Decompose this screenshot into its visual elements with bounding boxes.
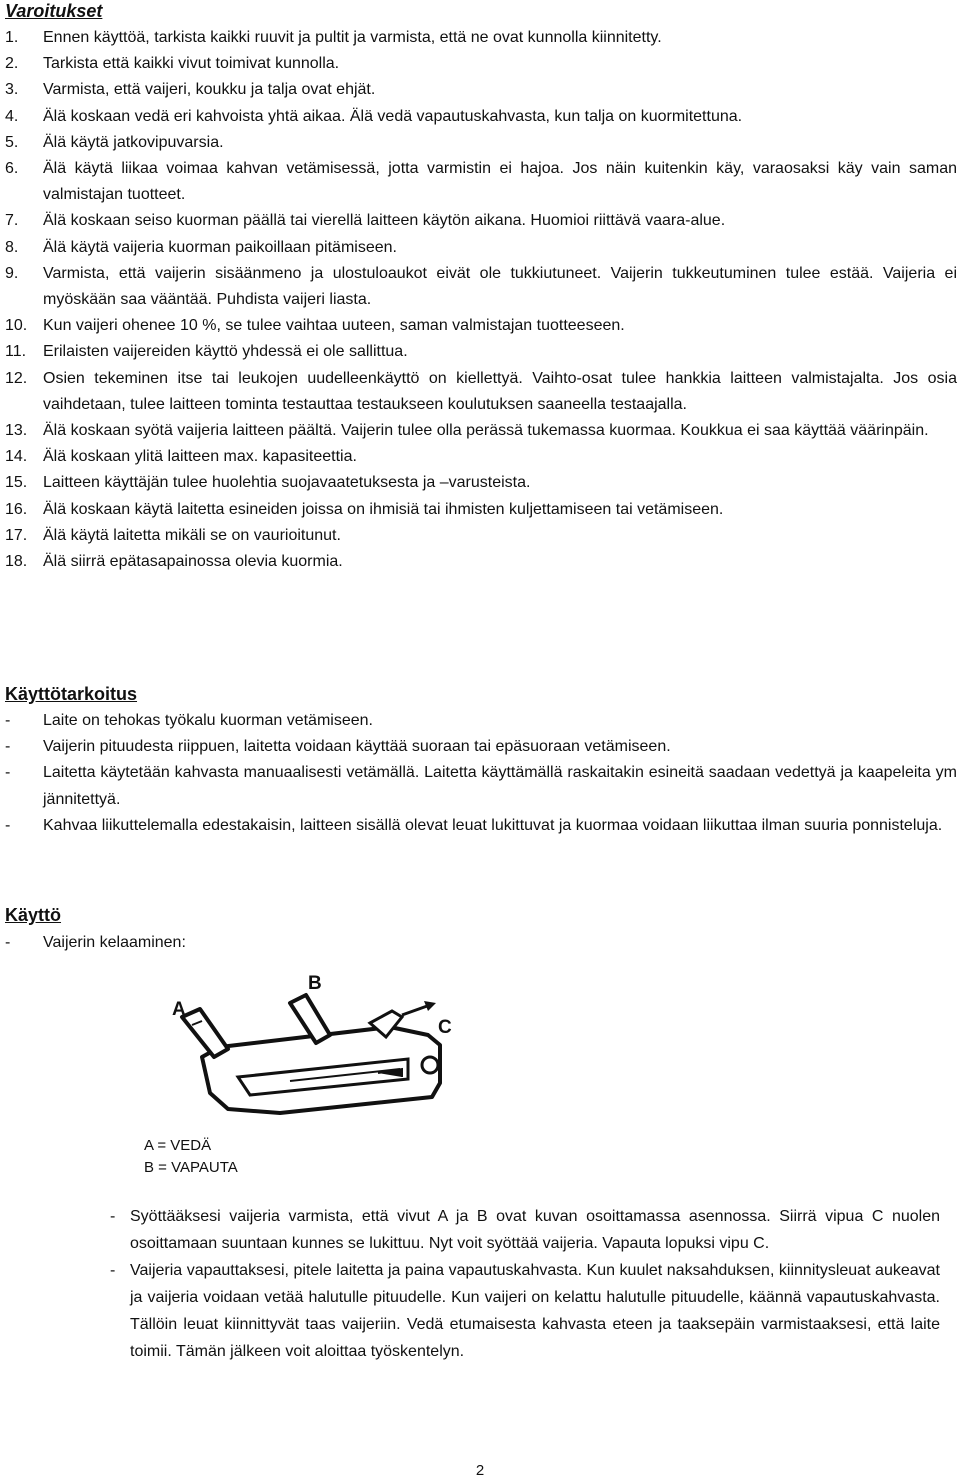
- purpose-text: Laite on tehokas työkalu kuorman vetämiseen.: [43, 712, 373, 729]
- warning-number: 2.: [5, 55, 19, 73]
- warning-text: Erilaisten vaijereiden käyttö yhdessä ei ole sallittua.: [43, 343, 408, 361]
- warning-number: 8.: [5, 238, 19, 256]
- dash-marker: -: [110, 1208, 116, 1225]
- warning-text: Älä käytä liikaa voimaa kahvan vetämisessä, jotta varmistin ei hajoa. Jos näin kuitenkin käy, varaosaksi käy vain saman valmistajan tuotteet.: [43, 160, 957, 204]
- warning-number: 16.: [5, 500, 28, 518]
- usage-intro: Vaijerin kelaaminen:: [43, 934, 186, 951]
- warning-text: Osien tekeminen itse tai leukojen uudelleenkäyttö on kiellettyä. Vaihto-osat tulee hankkia laitteen valmistajalta. Jos osia vaihdetaan, tulee laitteen tominta testauttaa testaukseen koulutuksen saaneella testaajalla.: [43, 369, 957, 413]
- usage-intro-row: [5, 930, 957, 956]
- warning-item: [5, 208, 957, 234]
- warning-number: 12.: [5, 369, 28, 387]
- usage-step-text: Syöttääksesi vaijeria varmista, että vivut A ja B ovat kuvan osoittamassa asennossa. Siirrä vipua C nuolen osoittamaan suuntaan kunnes se lukittuu. Nyt voit syöttää vaijeria. Vapauta lopuksi vipu C.: [130, 1208, 940, 1252]
- warning-item: [5, 339, 957, 365]
- page-number: 2: [475, 1462, 485, 1479]
- warning-number: 7.: [5, 212, 19, 230]
- label-a: A: [172, 999, 186, 1020]
- purpose-list: [5, 708, 957, 839]
- warning-text: Varmista, että vaijeri, koukku ja talja ovat ehjät.: [43, 81, 376, 99]
- warning-item: [5, 235, 957, 261]
- warning-item: [5, 523, 957, 549]
- warning-text: Älä koskaan vedä eri kahvoista yhtä aikaa. Älä vedä vapautuskahvasta, kun talja on kuormitettuna.: [43, 107, 743, 125]
- warning-item: [5, 549, 957, 575]
- warning-number: 18.: [5, 553, 28, 571]
- warning-text: Älä käytä vaijeria kuorman paikoillaan pitämiseen.: [43, 238, 397, 256]
- warning-item: [5, 261, 957, 313]
- warning-number: 1.: [5, 29, 19, 46]
- warning-item: [5, 497, 957, 523]
- warning-number: 5.: [5, 133, 19, 151]
- warning-number: 13.: [5, 422, 28, 440]
- warning-text: Älä käytä jatkovipuvarsia.: [43, 133, 224, 151]
- dash-marker: -: [5, 738, 11, 756]
- warning-text: Älä koskaan syötä vaijeria laitteen päältä. Vaijerin tulee olla perässä tukemassa kuormaa. Koukkua ei saa käyttää väärinpäin.: [43, 422, 929, 440]
- warning-number: 17.: [5, 526, 28, 544]
- warning-text: Älä koskaan ylitä laitteen max. kapasiteettia.: [43, 448, 357, 466]
- dash-marker: -: [5, 764, 11, 782]
- label-c: C: [438, 1017, 452, 1038]
- warnings-list: [5, 25, 957, 575]
- warning-item: [5, 130, 957, 156]
- legend-line: A = VEDÄ: [144, 1137, 212, 1154]
- label-b: B: [308, 973, 322, 994]
- purpose-heading: Käyttötarkoitus: [5, 684, 138, 704]
- warning-item: [5, 444, 957, 470]
- purpose-text: Laitetta käytetään kahvasta manuaalisesti vetämällä. Laitetta käyttämällä raskaitakin esineitä saadaan vedettyä ja kaapeleita ym jännitettyä.: [43, 764, 957, 808]
- usage-step-text: Vaijeria vapauttaksesi, pitele laitetta ja paina vapautuskahvasta. Kun kuulet naksahduksen, kiinnitysleuat aukeavat ja vaijeria voidaan vetää halutulle pituudelle. Kun vaijeri on kelattu halutulle pituudelle, käännä vapautuskahvasta. Tällöin leuat kiinnittyvät taas vaijeriin. Vedä etumaisesta kahvasta eteen ja taaksepäin varmistaaksesi, että laite toimii. Tämän jälkeen voit aloittaa työskentelyn.: [130, 1262, 940, 1360]
- warning-item: [5, 418, 957, 444]
- dash-marker: -: [5, 934, 11, 951]
- dash-marker: -: [5, 816, 11, 834]
- usage-heading: Käyttö: [5, 905, 62, 925]
- warning-number: 15.: [5, 474, 28, 492]
- warning-text: Älä siirrä epätasapainossa olevia kuormia.: [43, 553, 343, 571]
- warning-number: 14.: [5, 448, 28, 466]
- dash-marker: -: [5, 712, 11, 729]
- warning-number: 9.: [5, 264, 19, 282]
- warning-text: Tarkista että kaikki vivut toimivat kunnolla.: [43, 55, 340, 73]
- warning-item: [5, 366, 957, 418]
- warning-item: [5, 156, 957, 208]
- usage-step: [110, 1203, 940, 1257]
- purpose-text: Vaijerin pituudesta riippuen, laitetta voidaan käyttää suoraan tai epäsuoraan vetämiseen.: [43, 738, 671, 756]
- purpose-item: [5, 813, 957, 839]
- warning-text: Kun vaijeri ohenee 10 %, se tulee vaihtaa uuteen, saman valmistajan tuotteeseen.: [43, 317, 625, 335]
- warning-item: [5, 25, 957, 51]
- legend-line: B = VAPAUTA: [144, 1159, 238, 1176]
- warning-number: 4.: [5, 107, 19, 125]
- warning-text: Älä koskaan seiso kuorman päällä tai vierellä laitteen käytön aikana. Huomioi riittävä vaara-alue.: [43, 212, 726, 230]
- purpose-item: [5, 760, 957, 812]
- usage-step: [110, 1257, 940, 1365]
- dash-marker: -: [110, 1262, 116, 1279]
- purpose-text: Kahvaa liikuttelemalla edestakaisin, laitteen sisällä olevat leuat lukittuvat ja kuormaa voidaan liikuttaa ilman suuria ponnisteluja.: [43, 816, 943, 834]
- warning-text: Älä koskaan käytä laitetta esineiden joissa on ihmisiä tai ihmisten kuljettamiseen tai vetämiseen.: [43, 500, 724, 518]
- figure-legend: [144, 1135, 238, 1179]
- warning-item: [5, 313, 957, 339]
- warning-number: 6.: [5, 160, 19, 178]
- warning-text: Älä käytä laitetta mikäli se on vaurioitunut.: [43, 526, 341, 544]
- warning-item: [5, 51, 957, 77]
- purpose-item: [5, 708, 957, 734]
- warning-text: Varmista, että vaijerin sisäänmeno ja ulostuloaukot eivät ole tukkiutuneet. Vaijerin tukkeutuminen tulee estää. Vaijeria ei myöskään saa vääntää. Puhdista vaijeri liasta.: [43, 264, 957, 309]
- warning-item: [5, 104, 957, 130]
- purpose-item: [5, 734, 957, 760]
- warning-item: [5, 470, 957, 496]
- warning-number: 3.: [5, 81, 19, 99]
- warning-number: 11.: [5, 343, 27, 361]
- tensioner-diagram: [140, 965, 480, 1130]
- warning-number: 10.: [5, 317, 28, 335]
- warning-item: [5, 77, 957, 103]
- warnings-heading: Varoitukset: [5, 1, 103, 21]
- warning-text: Ennen käyttöä, tarkista kaikki ruuvit ja pultit ja varmista, että ne ovat kunnolla kiinnitetty.: [43, 29, 662, 46]
- usage-steps: [110, 1203, 940, 1365]
- warning-text: Laitteen käyttäjän tulee huolehtia suojavaatetuksesta ja –varusteista.: [43, 474, 531, 492]
